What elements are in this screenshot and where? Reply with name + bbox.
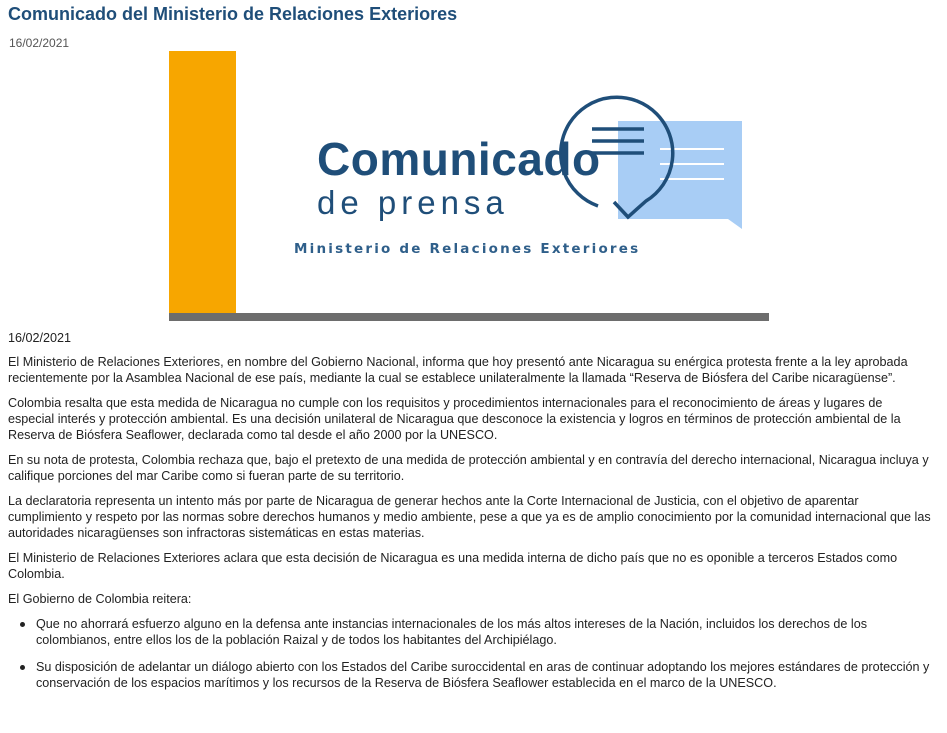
list-item-text: Su disposición de adelantar un diálogo abierto con los Estados del Caribe suroccidental en aras de continuar adoptando los mejores estándares de protección y conservación de los espacios marítimos y los recursos de la Reserva de Biósfera Seaflower establecida en el marco de la UNESCO. <box>36 660 930 690</box>
banner-orange-bar <box>169 51 236 313</box>
list-item <box>8 616 932 648</box>
bullet-icon <box>20 622 25 627</box>
publish-date: 16/02/2021 <box>9 36 70 50</box>
article-paragraph: El Ministerio de Relaciones Exteriores aclara que esta decisión de Nicaragua es una medida interna de dicho país que no es oponible a terceros Estados como Colombia. <box>8 551 898 581</box>
article-paragraph: Colombia resalta que esta medida de Nicaragua no cumple con los requisitos y procedimientos internacionales para el reconocimiento de áreas y lugares de especial interés y protección ambiental. Es una decisión unilateral de Nicaragua que desconoce la existencia y logros en términos de protección ambiental de la Reserva de Biósfera Seaflower, declarada como tal desde el año 2000 por la UNESCO. <box>8 396 901 442</box>
list-item <box>8 659 932 691</box>
banner-subtitle: de prensa <box>317 184 509 221</box>
article-body <box>8 330 932 702</box>
banner-title: Comunicado <box>317 133 601 185</box>
article-date: 16/02/2021 <box>8 331 72 345</box>
banner-bottom-bar <box>169 313 769 321</box>
reiteration-list <box>8 616 932 691</box>
article-paragraph: El Gobierno de Colombia reitera: <box>8 592 192 606</box>
list-item-text: Que no ahorrará esfuerzo alguno en la defensa ante instancias internacionales de los más altos intereses de la Nación, incluidos los derechos de los colombianos, entre ellos los de la población Raizal y de todos los habitantes del Archipiélago. <box>36 617 867 647</box>
banner-ministry-name: Ministerio de Relaciones Exteriores <box>294 241 641 257</box>
page-title: Comunicado del Ministerio de Relaciones Exteriores <box>8 4 458 24</box>
article-paragraph: El Ministerio de Relaciones Exteriores, en nombre del Gobierno Nacional, informa que hoy presentó ante Nicaragua su enérgica protesta frente a la ley aprobada recientemente por la Asamblea Nacional de ese país, mediante la cual se establece unilateralmente la llamada “Reserva de Biósfera del Caribe nicaragüense”. <box>8 355 908 385</box>
article-paragraph: La declaratoria representa un intento más por parte de Nicaragua de generar hechos ante la Corte Internacional de Justicia, con el objetivo de aparentar cumplimiento y respeto por las normas sobre derechos humanos y medio ambiente, pese a que ya es de amplio conocimiento por la comunidad internacional que las autoridades nicaragüenses son infractoras sistemáticas en estas materias. <box>8 494 931 540</box>
bullet-icon <box>20 665 25 670</box>
press-release-banner <box>169 51 769 321</box>
article-paragraph: En su nota de protesta, Colombia rechaza que, bajo el pretexto de una medida de protección ambiental y en contravía del derecho internacional, Nicaragua incluya y califique porciones del mar Caribe como si fueran parte de su territorio. <box>8 453 929 483</box>
